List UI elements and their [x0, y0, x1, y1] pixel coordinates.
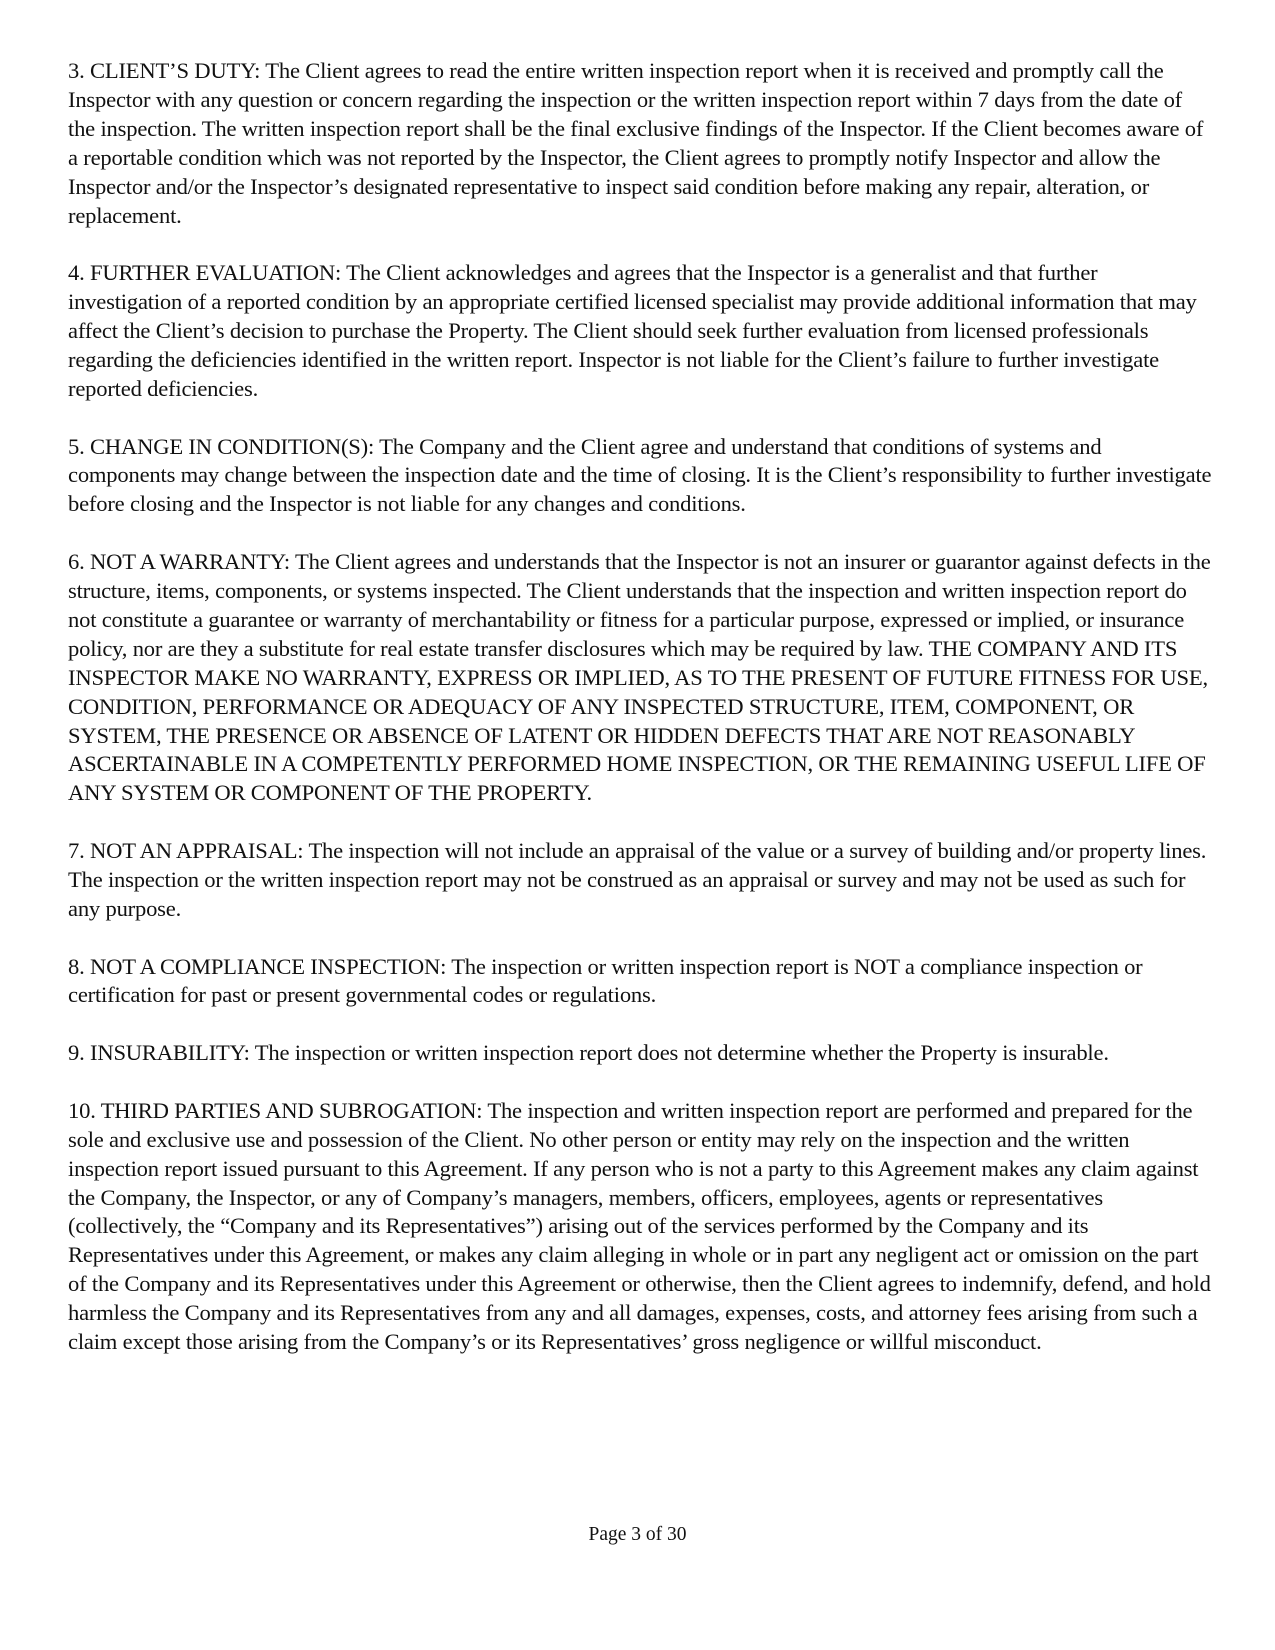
clause-number: 3. [68, 58, 85, 83]
clause-body: The inspection will not include an appraisal of the value or a survey of building and/or property lines. The inspection or the written inspection report may not be construed as an appraisal or survey and may not be used as such for any purpose. [68, 838, 1207, 921]
clause-body: The inspection or written inspection report does not determine whether the Property is insurable. [254, 1040, 1109, 1066]
clause-10-third-parties-and-subrogation [68, 1097, 1213, 1357]
clause-heading: THIRD PARTIES AND SUBROGATION: [100, 1097, 483, 1123]
agreement-body [68, 57, 1213, 1386]
clause-body: The Client agrees and understands that the Inspector is not an insurer or guarantor against defects in the structure, items, components, or systems inspected. The Client understands that the inspection and written inspection report do not constitute a guarantee or warranty of merchantability or fitness for a particular purpose, expressed or implied, or insurance policy, nor are they a substitute for real estate transfer disclosures which may be required by law. THE COMPANY AND ITS INSPECTOR MAKE NO WARRANTY, EXPRESS OR IMPLIED, AS TO THE PRESENT OF FUTURE FITNESS FOR USE, CONDITION, PERFORMANCE OR ADEQUACY OF ANY INSPECTED STRUCTURE, ITEM, COMPONENT, OR SYSTEM, THE PRESENCE OR ABSENCE OF LATENT OR HIDDEN DEFECTS THAT ARE NOT REASONABLY ASCERTAINABLE IN A COMPETENTLY PERFORMED HOME INSPECTION, OR THE REMAINING USEFUL LIFE OF ANY SYSTEM OR COMPONENT OF THE PROPERTY. [68, 549, 1211, 806]
clause-9-insurability [68, 1039, 1213, 1068]
clause-number: 5. [68, 433, 85, 459]
clause-number: 10. [68, 1097, 96, 1123]
clause-number: 4. [68, 260, 85, 286]
clause-8-not-a-compliance-inspection [68, 953, 1213, 1011]
clause-body: The inspection or written inspection report is NOT a compliance inspection or certification for past or present governmental codes or regulations. [68, 953, 1143, 1008]
clause-body: The Client agrees to read the entire written inspection report when it is received and promptly call the Inspector with any question or concern regarding the inspection or the written inspection report within 7 days from the date of the inspection. The written inspection report shall be the final exclusive findings of the Inspector. If the Client becomes aware of a reportable condition which was not reported by the Inspector, the Client agrees to promptly notify Inspector and allow the Inspector and/or the Inspector’s designated representative to inspect said condition before making any repair, alteration, or replacement. [68, 58, 1204, 228]
clause-4-further-evaluation [68, 259, 1213, 404]
clause-heading: NOT AN APPRAISAL: [90, 838, 304, 864]
clause-7-not-an-appraisal [68, 837, 1213, 924]
clause-number: 7. [68, 838, 85, 864]
clause-body: The inspection and written inspection report are performed and prepared for the sole and exclusive use and possession of the Client. No other person or entity may rely on the inspection and the written inspection report issued pursuant to this Agreement. If any person who is not a party to this Agreement makes any claim against the Company, the Inspector, or any of Company’s managers, members, officers, employees, agents or representatives (collectively, the “Company and its Representatives”) arising out of the services performed by the Company and its Representatives under this Agreement, or makes any claim alleging in whole or in part any negligent act or omission on the part of the Company and its Representatives under this Agreement or otherwise, then the Client agrees to indemnify, defend, and hold harmless the Company and its Representatives from any and all damages, expenses, costs, and attorney fees arising from such a claim except those arising from the Company’s or its Representatives’ gross negligence or willful misconduct. [68, 1097, 1211, 1355]
clause-number: 6. [68, 549, 85, 575]
clause-body: The Client acknowledges and agrees that the Inspector is a generalist and that further investigation of a reported condition by an appropriate certified licensed specialist may provide additional information that may affect the Client’s decision to purchase the Property. The Client should seek further evaluation from licensed professionals regarding the deficiencies identified in the written report. Inspector is not liable for the Client’s failure to further investigate reported deficiencies. [68, 260, 1197, 401]
clause-heading: CLIENT’S DUTY: [90, 58, 261, 83]
page-number: Page 3 of 30 [588, 1524, 687, 1545]
clause-heading: INSURABILITY: [90, 1040, 250, 1066]
clause-6-not-a-warranty [68, 548, 1213, 808]
clause-body: The Company and the Client agree and understand that conditions of systems and components may change between the inspection date and the time of closing. It is the Client’s responsibility to further investigate before closing and the Inspector is not liable for any changes and conditions. [68, 433, 1212, 517]
clause-number: 8. [68, 953, 85, 979]
clause-heading: NOT A COMPLIANCE INSPECTION: [90, 953, 447, 979]
clause-5-change-in-conditions [68, 433, 1213, 520]
clause-3-clients-duty [68, 57, 1213, 230]
clause-number: 9. [68, 1040, 85, 1066]
clause-heading: FURTHER EVALUATION: [90, 260, 342, 286]
clause-heading: CHANGE IN CONDITION(S): [90, 433, 375, 459]
clause-heading: NOT A WARRANTY: [90, 549, 290, 575]
